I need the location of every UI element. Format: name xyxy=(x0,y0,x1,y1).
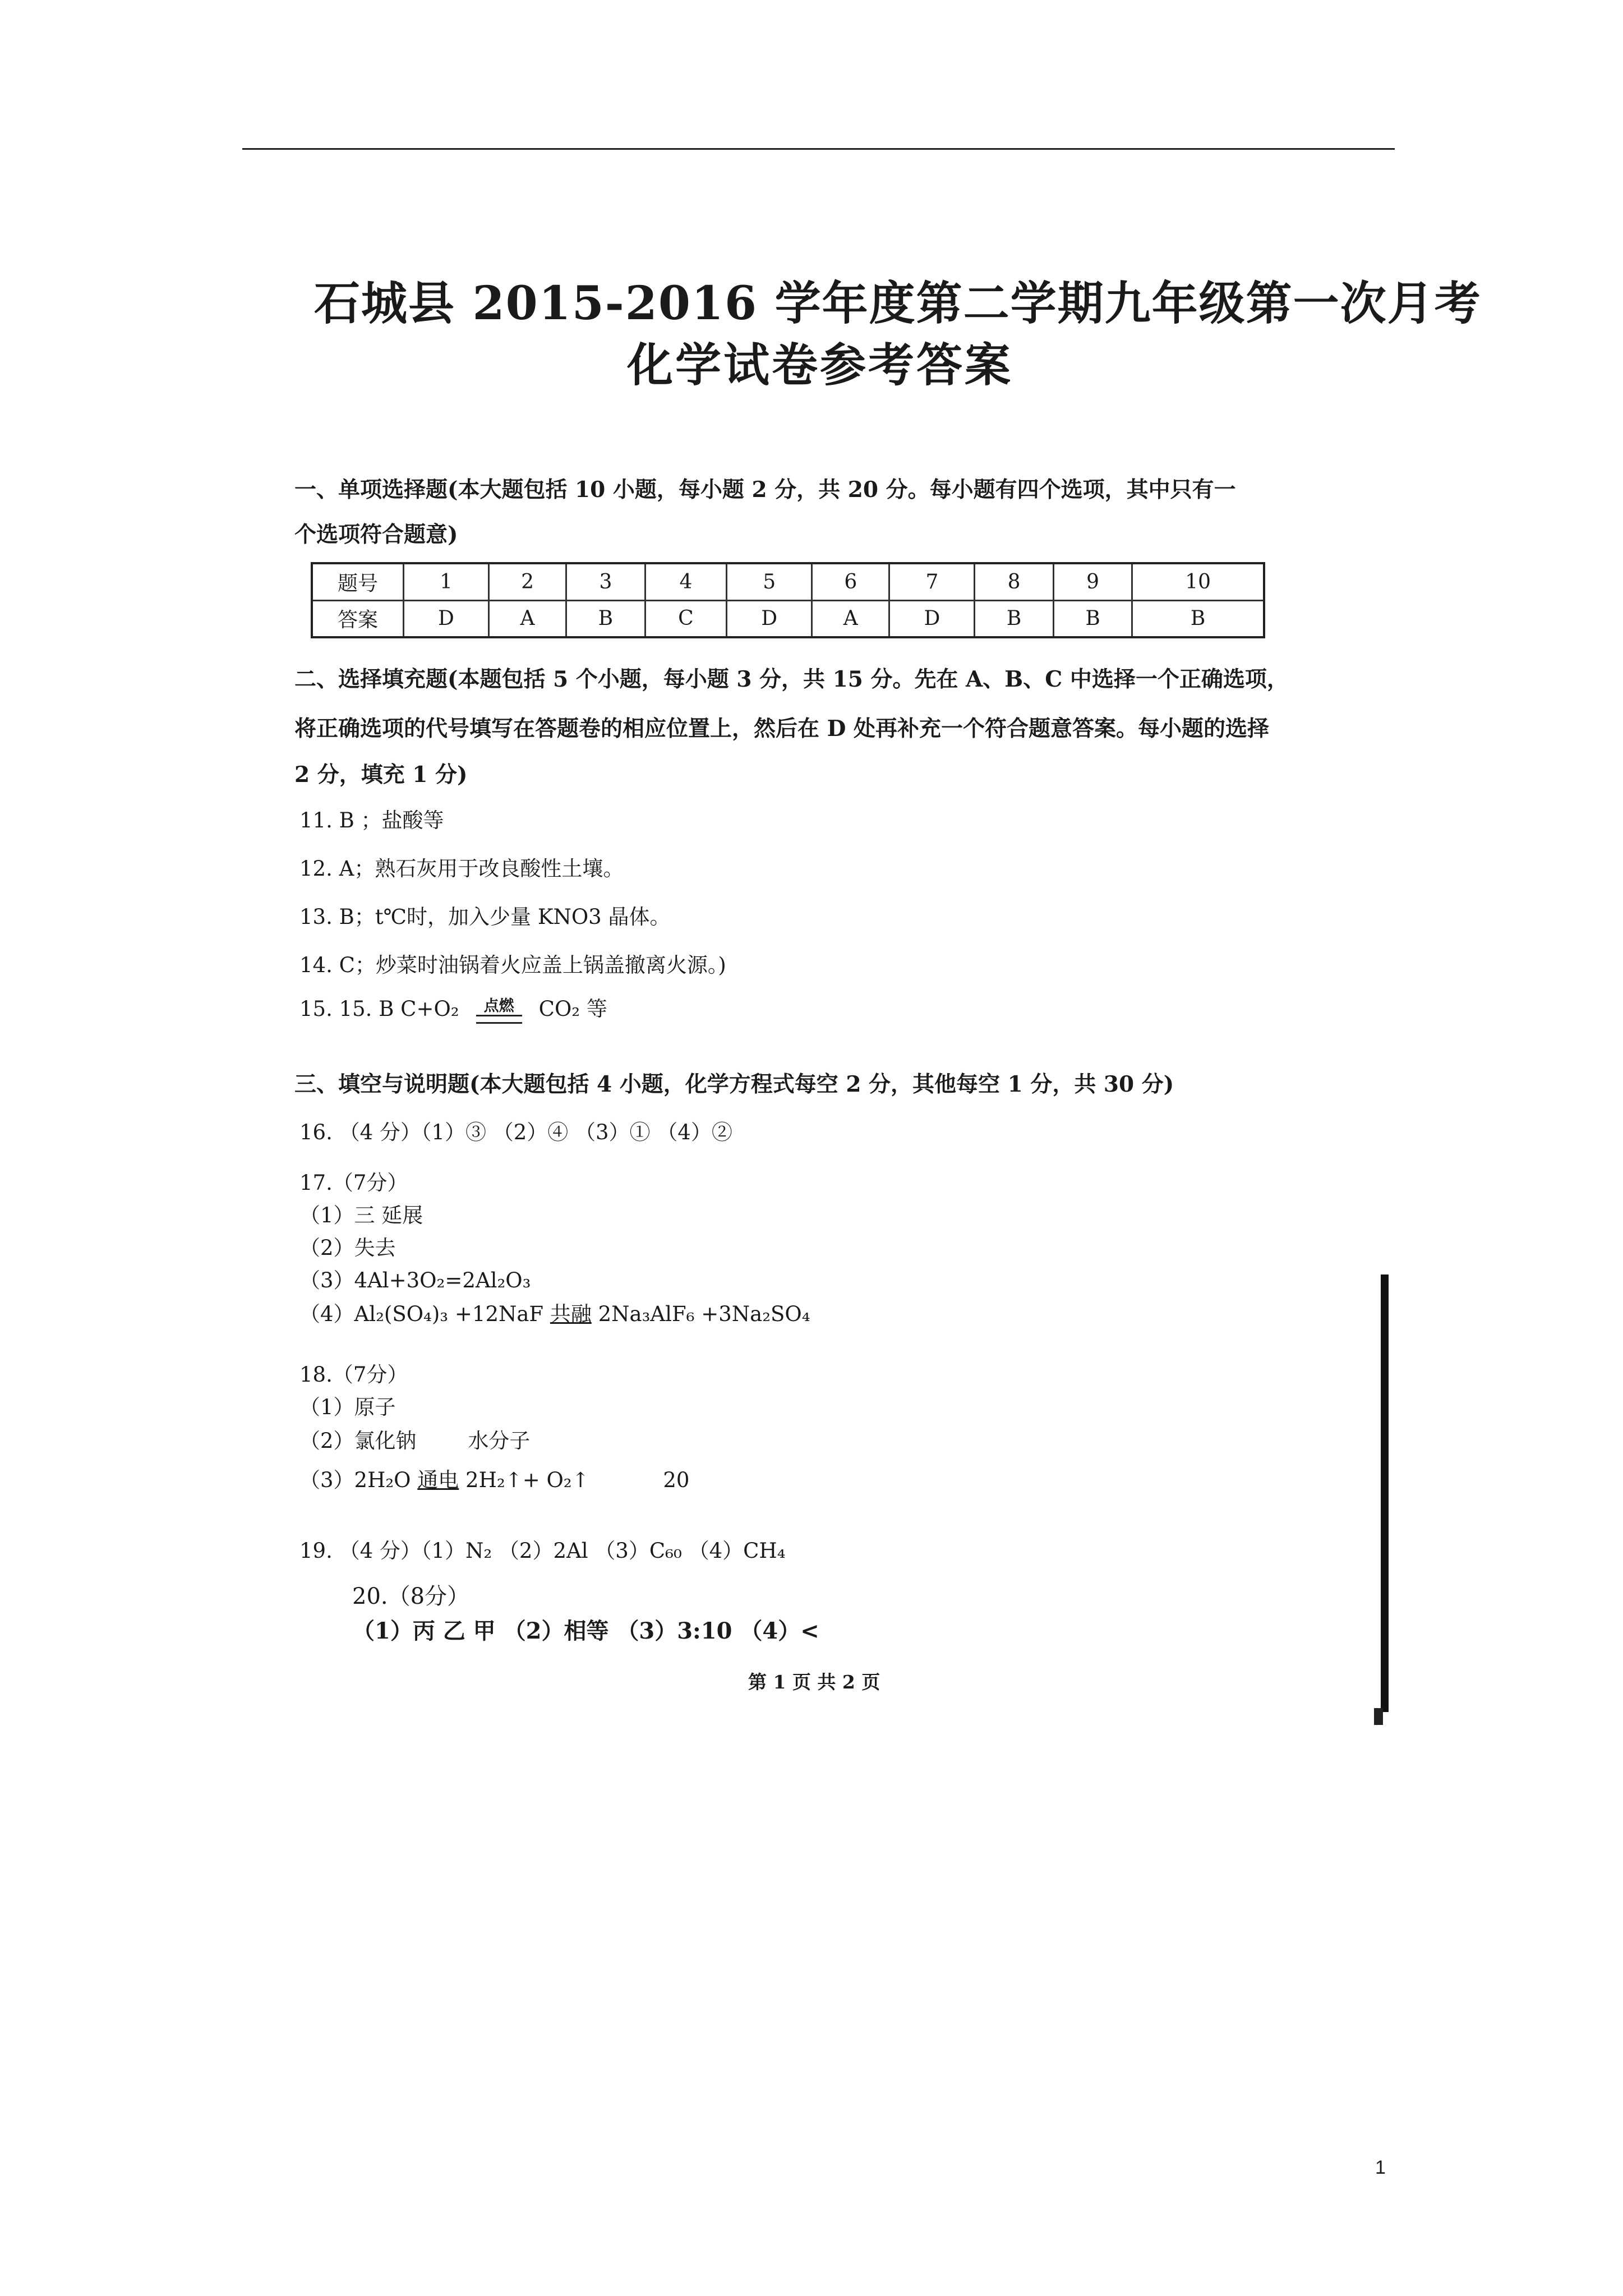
q17-4-reactants: （4）Al₂(SO₄)₃ +12NaF xyxy=(299,1302,544,1326)
answer-q15 xyxy=(299,992,607,1024)
table-cell-answer: C xyxy=(645,600,727,637)
answer-q18-3 xyxy=(299,1463,689,1493)
reaction-condition-label: 点燃 xyxy=(483,997,514,1015)
answer-q16: 16. （4 分）（1）③ （2）④ （3）① （4）② xyxy=(299,1120,732,1144)
table-row-answers xyxy=(312,600,1264,637)
answer-q20-head: 20.（8分） xyxy=(352,1584,470,1609)
page-number: 1 xyxy=(1375,2157,1386,2178)
table-cell-answer: D xyxy=(727,600,812,637)
q18-3-reactants: （3）2H₂O xyxy=(299,1468,411,1492)
section1-heading-line2: 个选项符合题意) xyxy=(294,522,458,547)
answer-q14: 14. C；炒菜时油锅着火应盖上锅盖撤离火源。) xyxy=(299,953,726,977)
q17-4-condition: 共融 xyxy=(550,1302,592,1326)
answer-q19: 19. （4 分）（1）N₂ （2）2Al （3）C₆₀ （4）CH₄ xyxy=(299,1539,786,1563)
q18-3-condition: 通电 xyxy=(417,1468,459,1492)
answer-q11: 11. B ；盐酸等 xyxy=(299,808,444,832)
header-rule xyxy=(242,148,1395,150)
page-subtitle: 化学试卷参考答案 xyxy=(627,338,1013,392)
page-footer: 第 1 页 共 2 页 xyxy=(748,1671,880,1693)
reaction-condition xyxy=(476,998,522,1024)
equals-sign xyxy=(476,1015,522,1024)
table-cell-answer: A xyxy=(812,600,889,637)
answer-q18-1: （1）原子 xyxy=(299,1395,396,1419)
table-cell-question: 6 xyxy=(812,563,889,600)
answer-q13: 13. B；t℃时，加入少量 KNO3 晶体。 xyxy=(299,905,671,929)
section3-heading: 三、填空与说明题(本大题包括 4 小题，化学方程式每空 2 分，其他每空 1 分，共 30 分) xyxy=(294,1071,1174,1097)
table-row-questions xyxy=(312,563,1264,600)
q15-reactants: 15. 15. B C+O₂ xyxy=(299,997,459,1021)
table-cell-answer: D xyxy=(404,600,489,637)
answer-q17-2: （2）失去 xyxy=(299,1236,396,1260)
table-cell-question: 10 xyxy=(1132,563,1264,600)
answer-q17-3: （3）4Al+3O₂=2Al₂O₃ xyxy=(299,1268,531,1292)
table-cell-question: 5 xyxy=(727,563,812,600)
table-cell-answer: B xyxy=(975,600,1053,637)
q18-3-products: 2H₂↑+ O₂↑ xyxy=(465,1468,589,1492)
scan-edge-mark xyxy=(1374,1708,1383,1725)
answer-q17-1: （1）三 延展 xyxy=(299,1203,423,1227)
q17-4-products: 2Na₃AlF₆ +3Na₂SO₄ xyxy=(598,1302,810,1326)
table-cell-question: 9 xyxy=(1053,563,1132,600)
table-cell-question: 4 xyxy=(645,563,727,600)
answer-q12: 12. A；熟石灰用于改良酸性土壤。 xyxy=(299,857,624,881)
page-title: 石城县 2015-2016 学年度第二学期九年级第一次月考 xyxy=(314,277,1482,330)
table-cell-answer: B xyxy=(1053,600,1132,637)
q15-products: CO₂ 等 xyxy=(538,997,607,1021)
section2-heading-line1: 二、选择填充题(本题包括 5 个小题，每小题 3 分，共 15 分。先在 A、B、C 中选择一个正确选项， xyxy=(294,666,1289,692)
answer-q17-head: 17.（7分） xyxy=(299,1171,408,1195)
table-cell-answer: B xyxy=(1132,600,1264,637)
table-cell-question: 7 xyxy=(889,563,975,600)
section2-heading-line2: 将正确选项的代号填写在答题卷的相应位置上，然后在 D 处再补充一个符合题意答案。每小题的选择 xyxy=(294,716,1269,742)
q18-2-b: 水分子 xyxy=(468,1429,531,1453)
table-row-label-question: 题号 xyxy=(312,563,404,600)
table-cell-question: 3 xyxy=(566,563,645,600)
table-cell-question: 2 xyxy=(488,563,566,600)
table-cell-question: 1 xyxy=(404,563,489,600)
table-cell-answer: D xyxy=(889,600,975,637)
section1-heading-line1: 一、单项选择题(本大题包括 10 小题，每小题 2 分，共 20 分。每小题有四个选项，其中只有一 xyxy=(294,477,1236,503)
answer-q18-head: 18.（7分） xyxy=(299,1363,408,1387)
answer-q20-body: （1）丙 乙 甲 （2）相等 （3）3:10 （4）< xyxy=(352,1618,819,1644)
answer-q18-2 xyxy=(299,1424,530,1454)
table-row-label-answer: 答案 xyxy=(312,600,404,637)
scan-edge-mark xyxy=(1381,1274,1389,1712)
table-cell-answer: B xyxy=(566,600,645,637)
q18-2-a: （2）氯化钠 xyxy=(299,1429,417,1453)
section2-heading-line3: 2 分，填充 1 分) xyxy=(294,762,468,788)
answer-q17-4 xyxy=(299,1297,810,1327)
answer-table xyxy=(311,562,1265,638)
q18-3-value: 20 xyxy=(663,1468,690,1492)
table-cell-answer: A xyxy=(488,600,566,637)
table-cell-question: 8 xyxy=(975,563,1053,600)
